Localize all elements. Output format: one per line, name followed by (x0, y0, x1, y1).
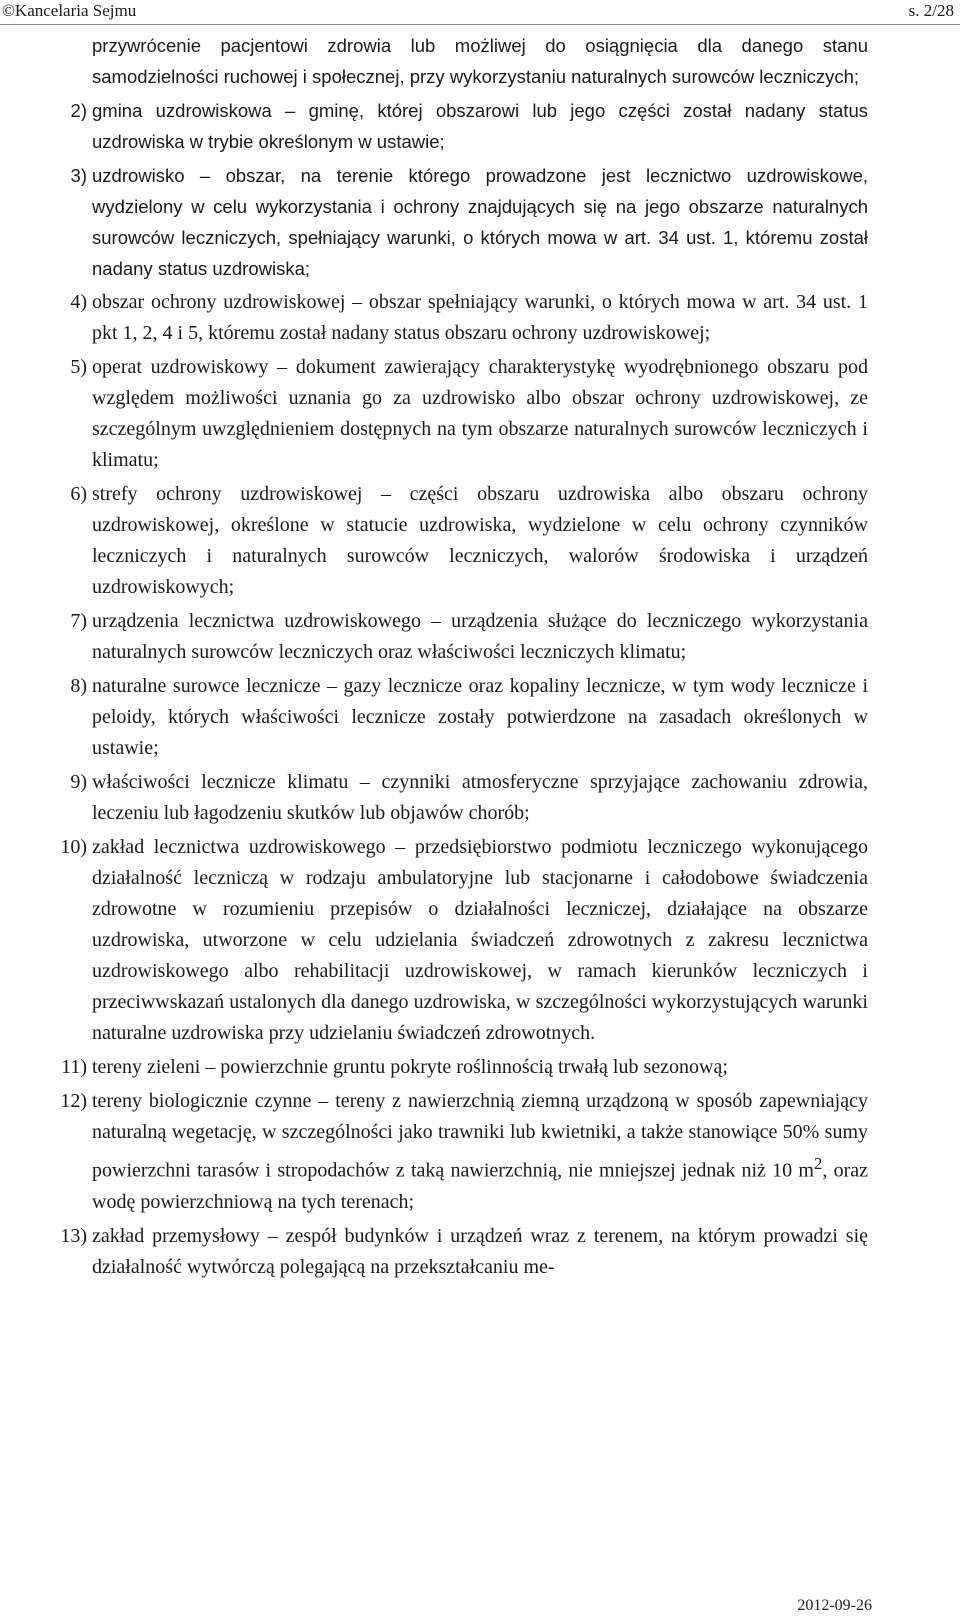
item-text: strefy ochrony uzdrowiskowej – części obszaru uzdrowiska albo obszaru ochrony uzdrowiskowej, określone w statucie uzdrowiska, wydzielone w celu ochrony czynników leczniczych i naturalnych surowców leczniczych, walorów środowiska i urządzeń uzdrowiskowych; (92, 483, 868, 598)
superscript-exponent: 2 (814, 1154, 823, 1173)
list-item (20, 479, 868, 603)
item-text: obszar ochrony uzdrowiskowej – obszar spełniający warunki, o których mowa w art. 34 ust. 1 pkt 1, 2, 4 i 5, któremu został nadany status obszaru ochrony uzdrowiskowej; (92, 291, 868, 344)
list-item (20, 352, 868, 476)
item-text: tereny zieleni – powierzchnie gruntu pokryte roślinnością trwałą lub sezonową; (92, 1056, 728, 1078)
item-number: 9) (70, 771, 87, 793)
item-number: 4) (70, 291, 87, 313)
copyright-label: ©Kancelaria Sejmu (2, 1, 137, 20)
item-number: 10) (60, 836, 87, 858)
item-text: naturalne surowce lecznicze – gazy lecznicze oraz kopaliny lecznicze, w tym wody lecznicze i peloidy, których właściwości lecznicze zostały potwierdzone na zasadach określonych w ustawie; (92, 675, 868, 759)
item-text: operat uzdrowiskowy – dokument zawierający charakterystykę wyodrębnionego obszaru pod względem możliwości uznania go za uzdrowisko albo obszar ochrony uzdrowiskowej, ze szczególnym uwzględnieniem dostępnych na tym obszarze naturalnych surowców leczniczych i klimatu; (92, 356, 868, 471)
list-item (20, 160, 868, 284)
list-item (20, 606, 868, 668)
item-number: 8) (70, 675, 87, 697)
list-item (20, 832, 868, 1049)
item-number: 13) (60, 1224, 87, 1247)
item-number: 7) (70, 610, 87, 632)
item-text: uzdrowisko – obszar, na terenie którego prowadzone jest lecznictwo uzdrowiskowe, wydzielony w celu wykorzystania i ochrony znajdujących się na jego obszarze naturalnych surowców leczniczych, spełniający warunki, o których mowa w art. 34 ust. 1, któremu został nadany status uzdrowiska; (92, 165, 868, 279)
document-body (20, 30, 868, 1286)
list-item (20, 1086, 868, 1218)
item-number: 12) (60, 1090, 87, 1112)
item-number: 2) (70, 100, 87, 121)
list-item (20, 1221, 868, 1283)
item-number: 5) (70, 356, 87, 378)
list-item (20, 767, 868, 829)
item-number: 3) (70, 165, 87, 186)
page-header (0, 0, 960, 25)
page-footer-date: 2012-09-26 (797, 1597, 872, 1614)
item-text-after-superscript: , oraz wodę powierzchniową na tych terenach; (92, 1159, 868, 1213)
item-number: 6) (70, 483, 87, 505)
list-item (20, 95, 868, 157)
item-text: gmina uzdrowiskowa – gminę, której obszarowi lub jego części został nadany status uzdrowiska w trybie określonym w ustawie; (92, 100, 868, 152)
item-text (92, 1086, 868, 1218)
item-text: zakład przemysłowy – zespół budynków i urządzeń wraz z terenem, na którym prowadzi się działalność wytwórczą polegającą na przekształcaniu me- (92, 1224, 868, 1278)
list-item (20, 1052, 868, 1083)
list-item (20, 287, 868, 349)
item-text: właściwości lecznicze klimatu – czynniki atmosferyczne sprzyjające zachowaniu zdrowia, leczeniu lub łagodzeniu skutków lub objawów chorób; (92, 771, 868, 824)
page-number: s. 2/28 (908, 1, 954, 20)
intro-paragraph: przywrócenie pacjentowi zdrowia lub możliwej do osiągnięcia dla danego stanu samodzielności ruchowej i społecznej, przy wykorzystaniu naturalnych surowców leczniczych; (92, 35, 868, 87)
item-text: zakład lecznictwa uzdrowiskowego – przedsiębiorstwo podmiotu leczniczego wykonującego działalność leczniczą w rodzaju ambulatoryjne lub stacjonarne i całodobowe świadczenia zdrowotne w rozumieniu przepisów o działalności leczniczej, działające na obszarze uzdrowiska, utworzone w celu udzielania świadczeń zdrowotnych z zakresu lecznictwa uzdrowiskowego albo rehabilitacji uzdrowiskowej, w ramach kierunków leczniczych i przeciwwskazań ustalonych dla danego uzdrowiska, w szczególności wykorzystujących warunki naturalne uzdrowiska przy udzielaniu świadczeń zdrowotnych. (92, 836, 868, 1044)
item-text: urządzenia lecznictwa uzdrowiskowego – urządzenia służące do leczniczego wykorzystania naturalnych surowców leczniczych oraz właściwości leczniczych klimatu; (92, 610, 868, 663)
item-number: 11) (61, 1056, 87, 1078)
list-item (20, 671, 868, 764)
item-text-before-superscript: tereny biologicznie czynne – tereny z nawierzchnią ziemną urządzoną w sposób zapewniający naturalną wegetację, w szczególności jako trawniki lub kwietniki, a także stanowiące 50% sumy powierzchni tarasów i stropodachów z taką nawierzchnią, nie mniejszej jednak niż 10 m (92, 1090, 868, 1182)
